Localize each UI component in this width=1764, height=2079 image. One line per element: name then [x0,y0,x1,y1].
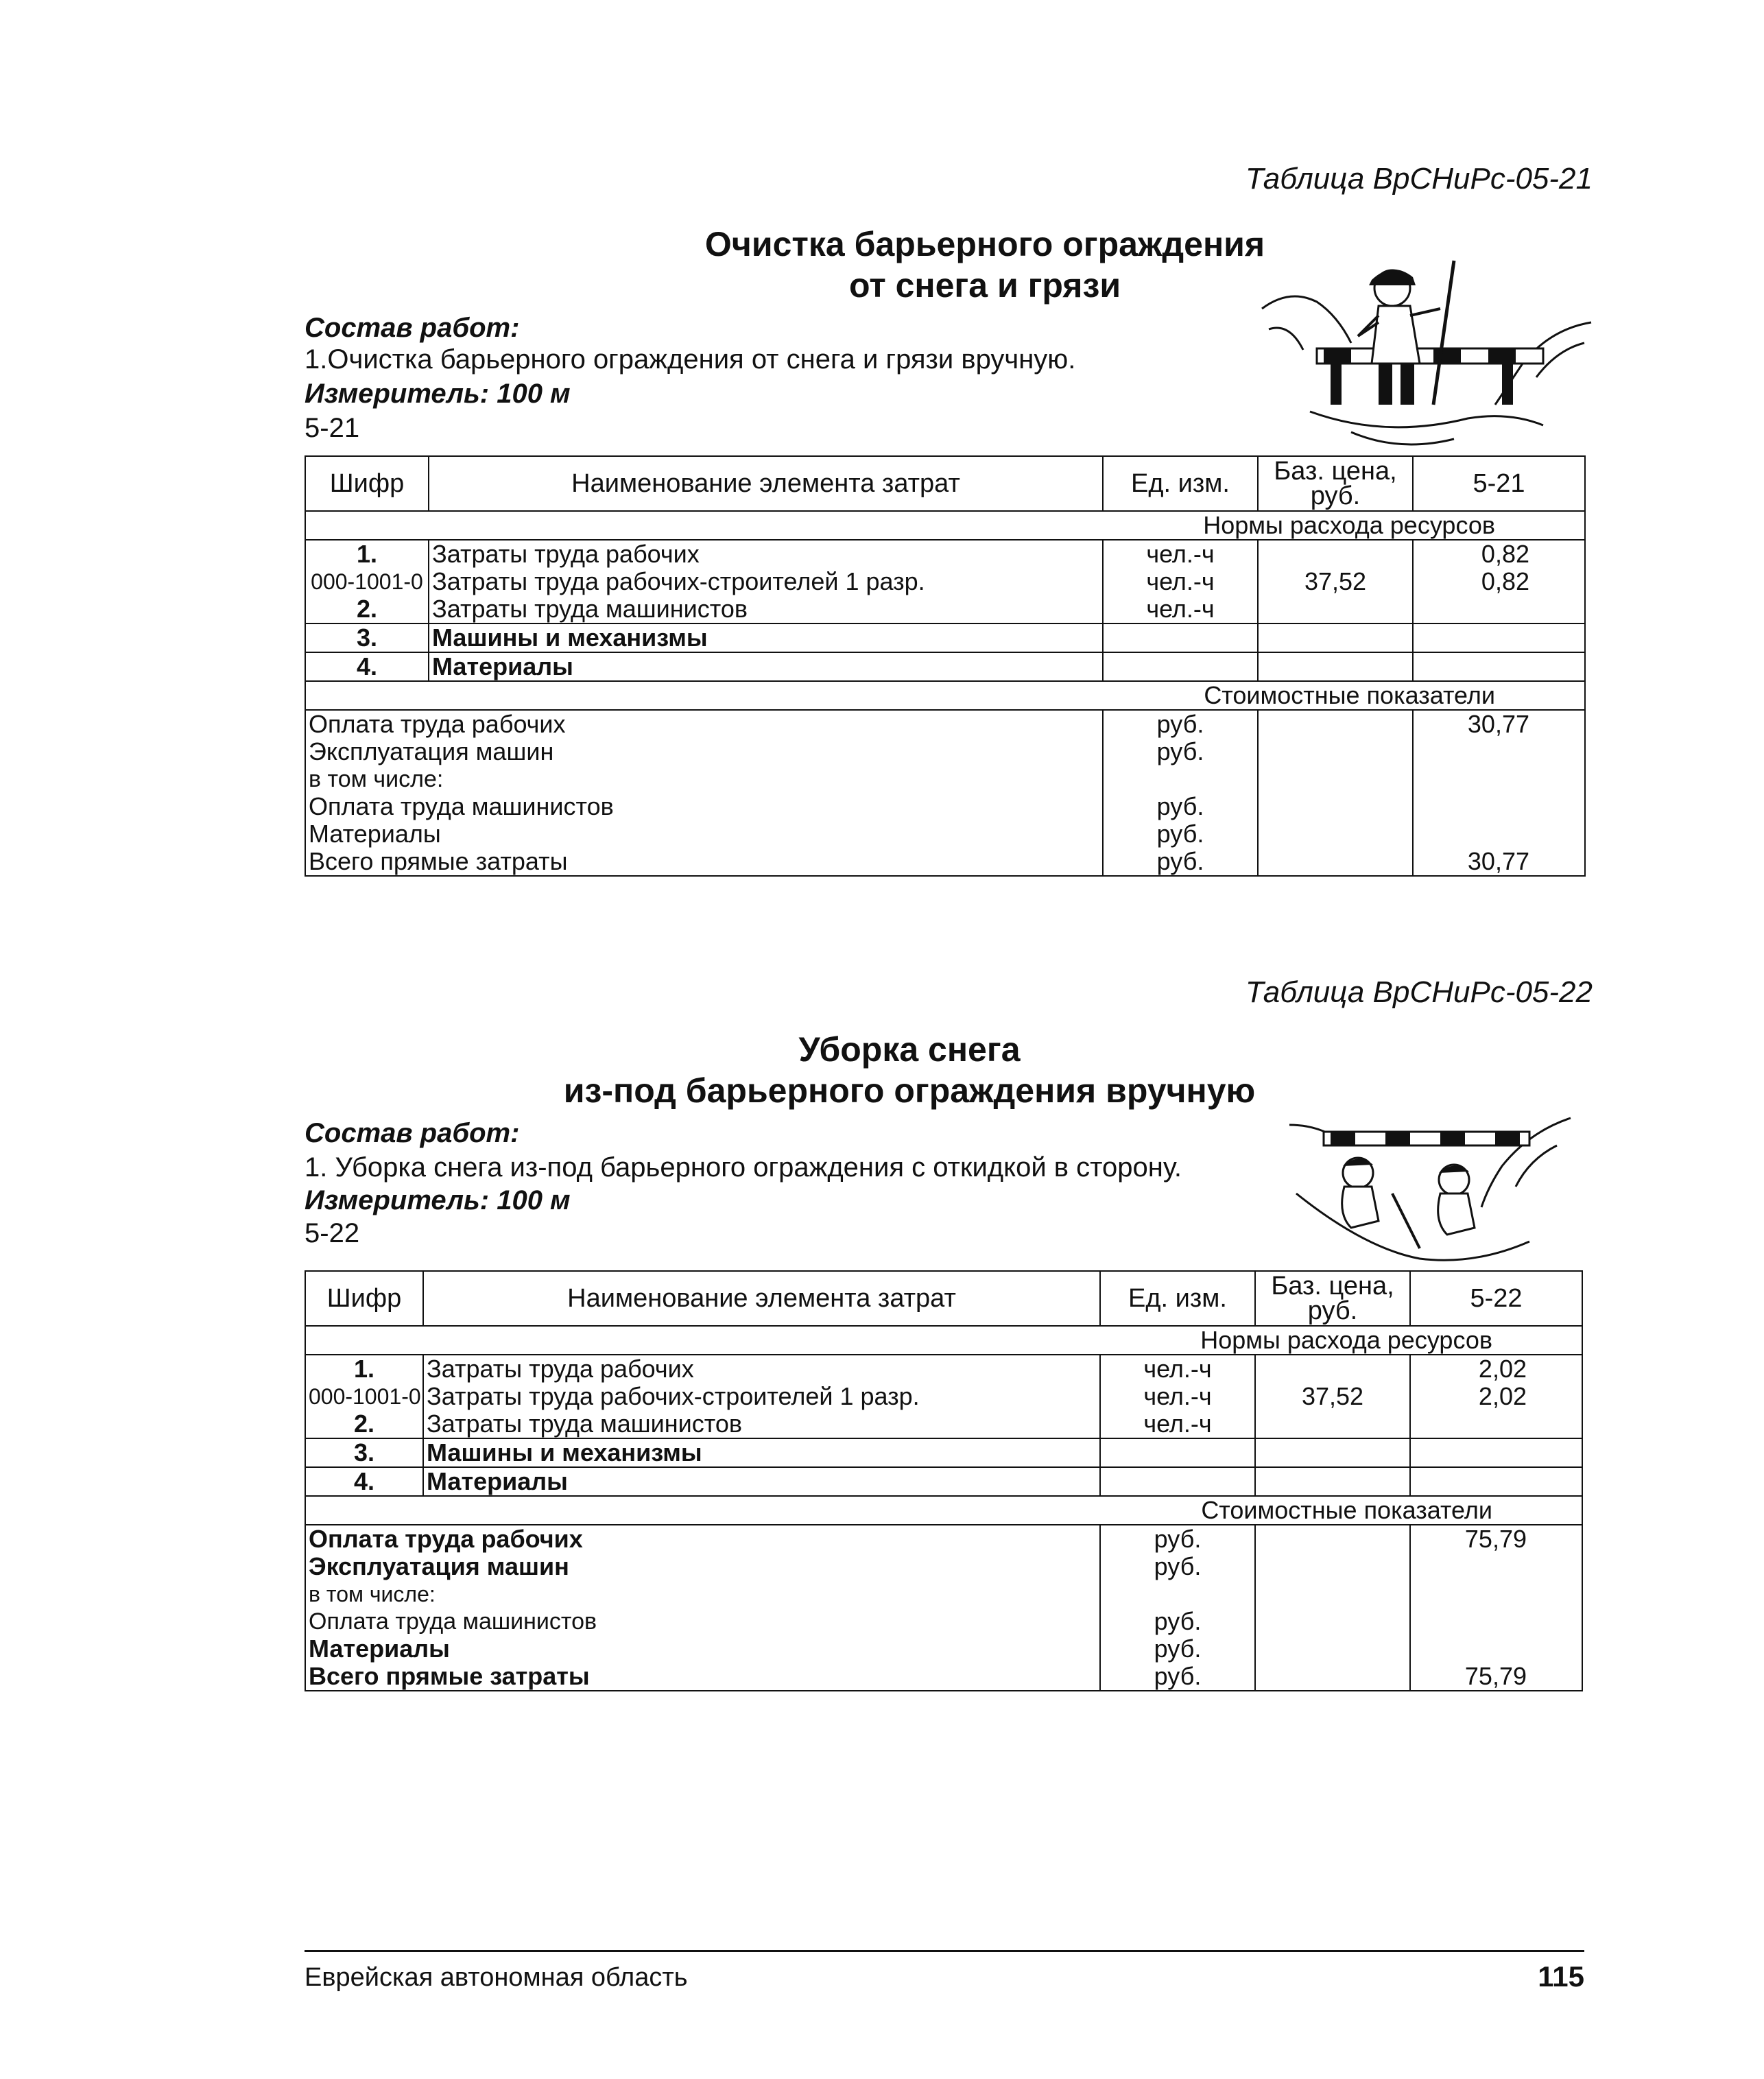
composition-text-2: 1. Уборка снега из-под барьерного ограждения с откидкой в сторону. [305,1152,1182,1183]
section-norms-label: Нормы расхода ресурсов [305,511,1585,540]
row-price [1258,595,1413,623]
cost-name: в том числе: [305,1580,1100,1608]
row-value: 2,02 [1410,1383,1582,1410]
cost-name: Оплата труда рабочих [305,1525,1100,1553]
page-number: 115 [1538,1960,1584,1993]
measurer-label-1: Измеритель: 100 м [305,379,571,409]
row-cipher: 000-1001-0 [305,1383,423,1410]
cost-name: Оплата труда машинистов [305,1608,1100,1635]
cost-name: Оплата труда машинистов [305,793,1103,820]
cost-name: Всего прямые затраты [305,848,1103,876]
cost-unit: руб. [1100,1525,1255,1553]
row-value [1410,1438,1582,1467]
cost-unit: руб. [1103,793,1258,820]
row-price [1258,652,1413,681]
table-ref-2: Таблица ВрСНиРс-05-22 [1245,975,1593,1009]
row-cipher: 2. [305,1410,423,1438]
row-unit: чел.-ч [1100,1355,1255,1383]
row-value [1413,623,1585,652]
row-cipher: 3. [305,623,429,652]
cost-value [1413,765,1585,793]
row-value: 2,02 [1410,1355,1582,1383]
row-unit [1103,652,1258,681]
footer-divider [305,1950,1584,1952]
cost-price [1258,848,1413,876]
cost-name: в том числе: [305,765,1103,793]
row-value: 0,82 [1413,568,1585,595]
row-unit: чел.-ч [1100,1383,1255,1410]
row-cipher: 3. [305,1438,423,1467]
section-costs-label: Стоимостные показатели [305,681,1585,710]
row-price [1255,1410,1410,1438]
cost-value: 75,79 [1410,1525,1582,1553]
composition-text-1: 1.Очистка барьерного ограждения от снега и грязи вручную. [305,344,1076,375]
row-price [1258,623,1413,652]
row-value [1413,652,1585,681]
row-unit [1100,1467,1255,1496]
cost-price [1255,1553,1410,1580]
row-value: 0,82 [1413,540,1585,568]
row-cipher: 1. [305,1355,423,1383]
row-value [1413,595,1585,623]
cost-name: Материалы [305,1635,1100,1663]
row-cipher: 000-1001-0 [305,568,429,595]
row-unit: чел.-ч [1103,568,1258,595]
section-costs-label: Стоимостные показатели [305,1496,1582,1525]
cost-value: 30,77 [1413,710,1585,738]
cost-price [1258,793,1413,820]
cost-unit: руб. [1103,738,1258,765]
cost-value: 75,79 [1410,1663,1582,1691]
cost-unit [1100,1580,1255,1608]
header-unit: Ед. изм. [1100,1271,1255,1326]
header-norm: 5-21 [1413,456,1585,511]
cost-unit [1103,765,1258,793]
cost-price [1258,765,1413,793]
cost-price [1255,1608,1410,1635]
cost-name: Эксплуатация машин [305,738,1103,765]
header-price [1258,456,1413,511]
row-value [1410,1410,1582,1438]
cost-unit: руб. [1103,820,1258,848]
cost-price [1258,710,1413,738]
row-name: Материалы [429,652,1103,681]
section-title-2-line1: Уборка снега [798,1030,1021,1069]
row-price [1258,540,1413,568]
cost-value [1410,1635,1582,1663]
row-name: Затраты труда рабочих-строителей 1 разр. [423,1383,1100,1410]
cost-name: Оплата труда рабочих [305,710,1103,738]
row-cipher: 1. [305,540,429,568]
row-cipher: 4. [305,1467,423,1496]
cost-name: Эксплуатация машин [305,1553,1100,1580]
header-unit: Ед. изм. [1103,456,1258,511]
row-unit: чел.-ч [1103,595,1258,623]
row-unit [1103,623,1258,652]
cost-unit: руб. [1103,848,1258,876]
cost-value [1413,738,1585,765]
table-ref-1: Таблица ВрСНиРс-05-21 [1245,162,1593,195]
cost-price [1258,820,1413,848]
cost-price [1255,1580,1410,1608]
row-price [1255,1467,1410,1496]
workers-removing-snow-illustration [1283,1111,1584,1269]
row-cipher: 2. [305,595,429,623]
row-price [1255,1438,1410,1467]
cost-unit: руб. [1103,710,1258,738]
row-value [1410,1467,1582,1496]
cost-name: Всего прямые затраты [305,1663,1100,1691]
row-name: Затраты труда машинистов [429,595,1103,623]
cost-price [1255,1525,1410,1553]
row-unit: чел.-ч [1103,540,1258,568]
header-name: Наименование элемента затрат [429,456,1103,511]
cost-price [1255,1635,1410,1663]
row-unit: чел.-ч [1100,1410,1255,1438]
row-name: Затраты труда рабочих [423,1355,1100,1383]
cost-value [1413,793,1585,820]
cost-name: Материалы [305,820,1103,848]
resource-table-1 [305,455,1586,877]
row-name: Затраты труда машинистов [423,1410,1100,1438]
composition-label-1: Состав работ: [305,313,520,343]
header-name: Наименование элемента затрат [423,1271,1100,1326]
measurer-label-2: Измеритель: 100 м [305,1185,571,1215]
header-price-line1: Баз. цена, [1271,1272,1394,1300]
cost-value [1410,1580,1582,1608]
cost-unit: руб. [1100,1553,1255,1580]
header-cipher: Шифр [305,456,429,511]
composition-label-2: Состав работ: [305,1118,520,1148]
row-price: 37,52 [1258,568,1413,595]
row-name: Материалы [423,1467,1100,1496]
cost-unit: руб. [1100,1663,1255,1691]
row-price: 37,52 [1255,1383,1410,1410]
cost-unit: руб. [1100,1608,1255,1635]
code-label-2: 5-22 [305,1218,360,1248]
row-unit [1100,1438,1255,1467]
resource-table-2 [305,1270,1583,1691]
footer-region: Еврейская автономная область [305,1963,688,1992]
row-name: Машины и механизмы [429,623,1103,652]
row-name: Затраты труда рабочих [429,540,1103,568]
row-price [1255,1355,1410,1383]
worker-cleaning-barrier-illustration [1248,247,1605,453]
header-price-line1: Баз. цена, [1274,457,1397,486]
header-cipher: Шифр [305,1271,423,1326]
row-name: Затраты труда рабочих-строителей 1 разр. [429,568,1103,595]
row-cipher: 4. [305,652,429,681]
row-name: Машины и механизмы [423,1438,1100,1467]
cost-unit: руб. [1100,1635,1255,1663]
header-price [1255,1271,1410,1326]
section-title-1-line2: от снега и грязи [848,266,1121,305]
section-norms-label: Нормы расхода ресурсов [305,1326,1582,1355]
header-price-line2: руб. [1310,482,1361,510]
cost-value [1410,1608,1582,1635]
cost-value [1410,1553,1582,1580]
header-norm: 5-22 [1410,1271,1582,1326]
cost-value [1413,820,1585,848]
cost-price [1258,738,1413,765]
code-label-1: 5-21 [305,413,360,443]
section-title-1-line1: Очистка барьерного ограждения [704,225,1265,263]
header-price-line2: руб. [1307,1296,1358,1325]
section-title-2-line2: из-под барьерного ограждения вручную [563,1071,1256,1110]
cost-price [1255,1663,1410,1691]
cost-value: 30,77 [1413,848,1585,876]
